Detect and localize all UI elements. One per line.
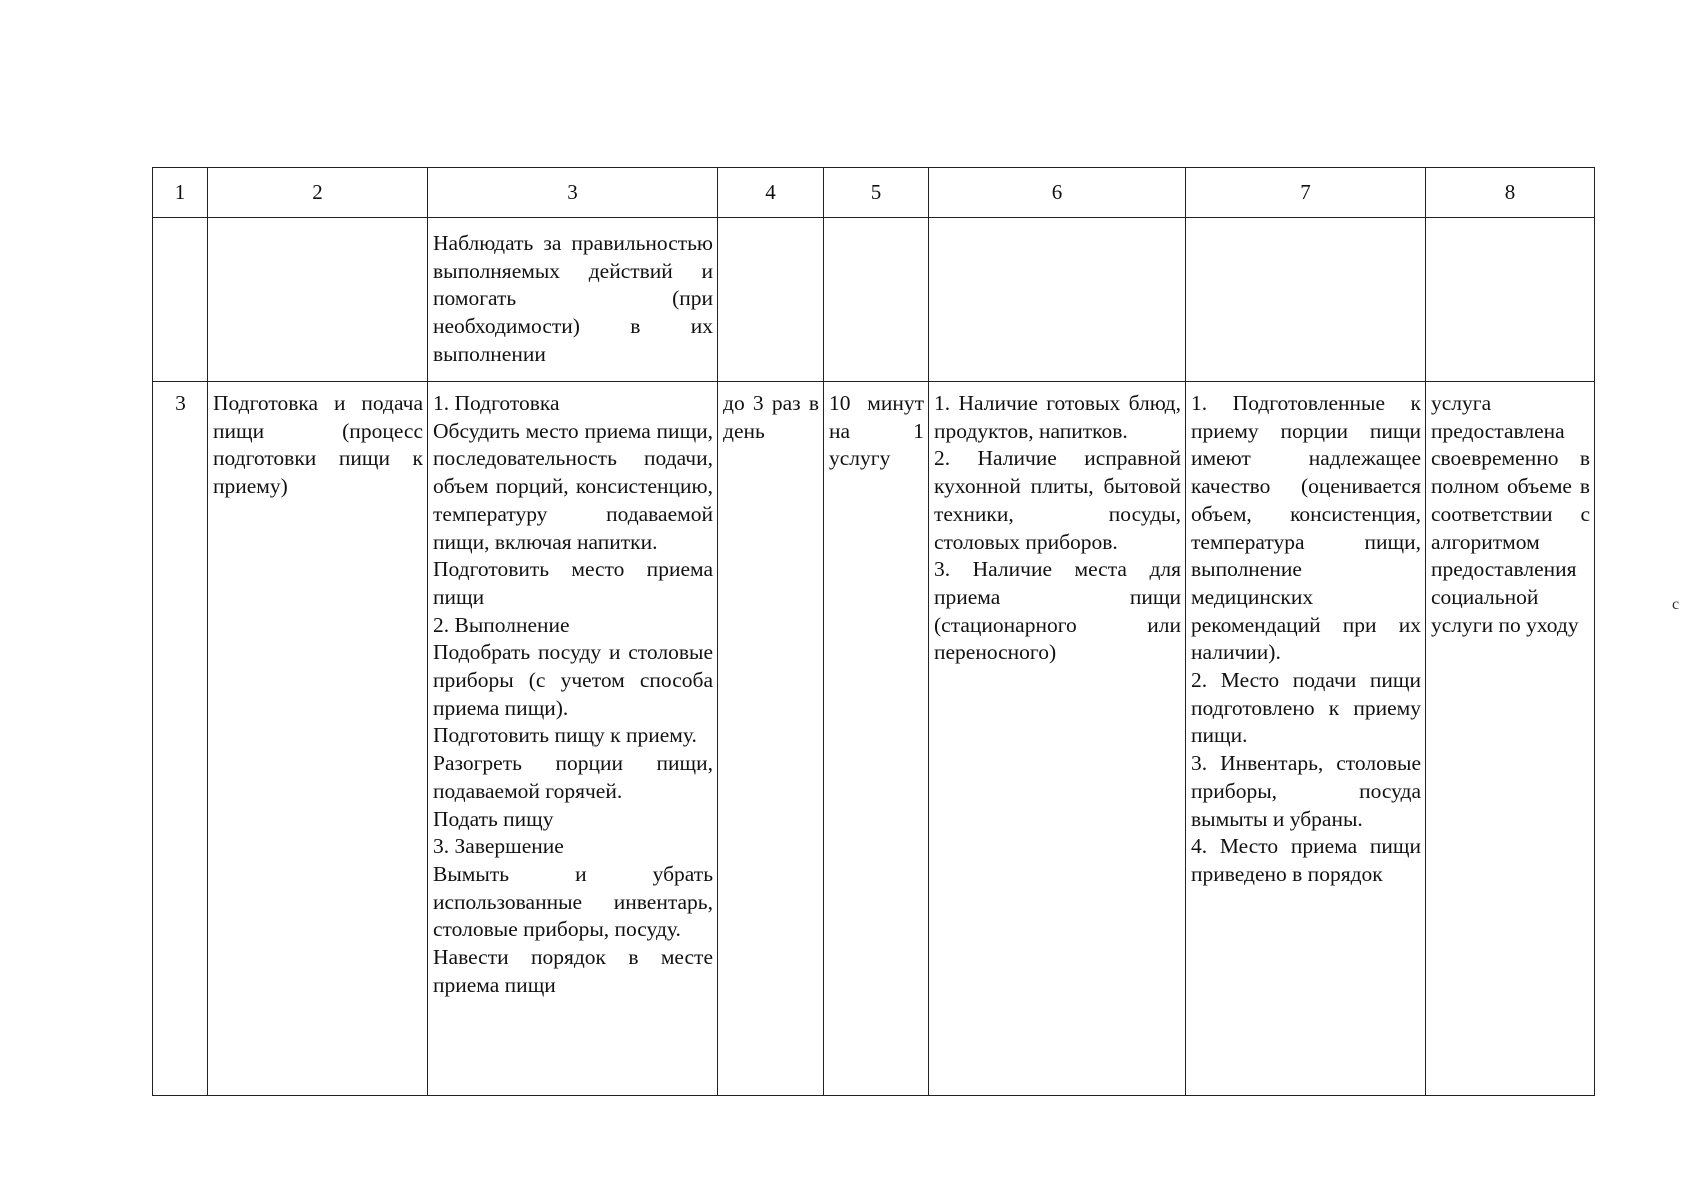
margin-mark: с [1672, 596, 1680, 613]
header-cell-6: 6 [929, 168, 1186, 218]
continuation-cell-service [208, 218, 428, 382]
service-standards-table [152, 167, 1595, 1096]
row3-service-name-cell: Подготовка и подача пищи (процесс подготовки пищи к приему) [208, 382, 428, 1096]
header-cell-2: 2 [208, 168, 428, 218]
header-cell-7: 7 [1186, 168, 1426, 218]
continuation-cell-results [1186, 218, 1426, 382]
table-header-row [153, 168, 1595, 218]
row3-evaluation-cell: услуга предоставлена своевременно в полном объеме в соответствии с алгоритмом предоставления социальной услуги по уходу [1426, 382, 1595, 1096]
row3-conditions-cell: 1. Наличие готовых блюд, продуктов, напитков. 2. Наличие исправной кухонной плиты, бытовой техники, посуды, столовых приборов. 3. Наличие места для приема пищи (стационарного или переносного) [929, 382, 1186, 1096]
continuation-cell-number [153, 218, 208, 382]
continuation-cell-conditions [929, 218, 1186, 382]
row3-results-cell: 1. Подготовленные к приему порции пищи имеют надлежащее качество (оценивается объем, консистенция, температура пищи, выполнение медицинских рекомендаций при их наличии). 2. Место подачи пищи подготовлено к приему пищи. 3. Инвентарь, столовые приборы, посуда вымыты и убраны. 4. Место приема пищи приведено в порядок [1186, 382, 1426, 1096]
row3-duration-cell: 10 минут на 1 услугу [824, 382, 929, 1096]
continuation-cell-duration [824, 218, 929, 382]
continuation-cell-frequency [718, 218, 824, 382]
row3-actions-cell: 1. Подготовка Обсудить место приема пищи, последовательность подачи, объем порций, консистенцию, температуру подаваемой пищи, включая напитки. Подготовить место приема пищи 2. Выполнение Подобрать посуду и столовые приборы (с учетом способа приема пищи). Подготовить пищу к приему. Разогреть порции пищи, подаваемой горячей. Подать пищу 3. Завершение Вымыть и убрать использованные инвентарь, столовые приборы, посуду. Навести порядок в месте приема пищи [428, 382, 718, 1096]
header-cell-3: 3 [428, 168, 718, 218]
header-cell-8: 8 [1426, 168, 1595, 218]
table-row-3 [153, 382, 1595, 1096]
continuation-cell-actions: Наблюдать за правильностью выполняемых действий и помогать (при необходимости) в их выполнении [428, 218, 718, 382]
row3-number-cell: 3 [153, 382, 208, 1096]
header-cell-4: 4 [718, 168, 824, 218]
row3-frequency-cell: до 3 раз в день [718, 382, 824, 1096]
header-cell-5: 5 [824, 168, 929, 218]
table-row-continuation [153, 218, 1595, 382]
header-cell-1: 1 [153, 168, 208, 218]
continuation-cell-evaluation [1426, 218, 1595, 382]
